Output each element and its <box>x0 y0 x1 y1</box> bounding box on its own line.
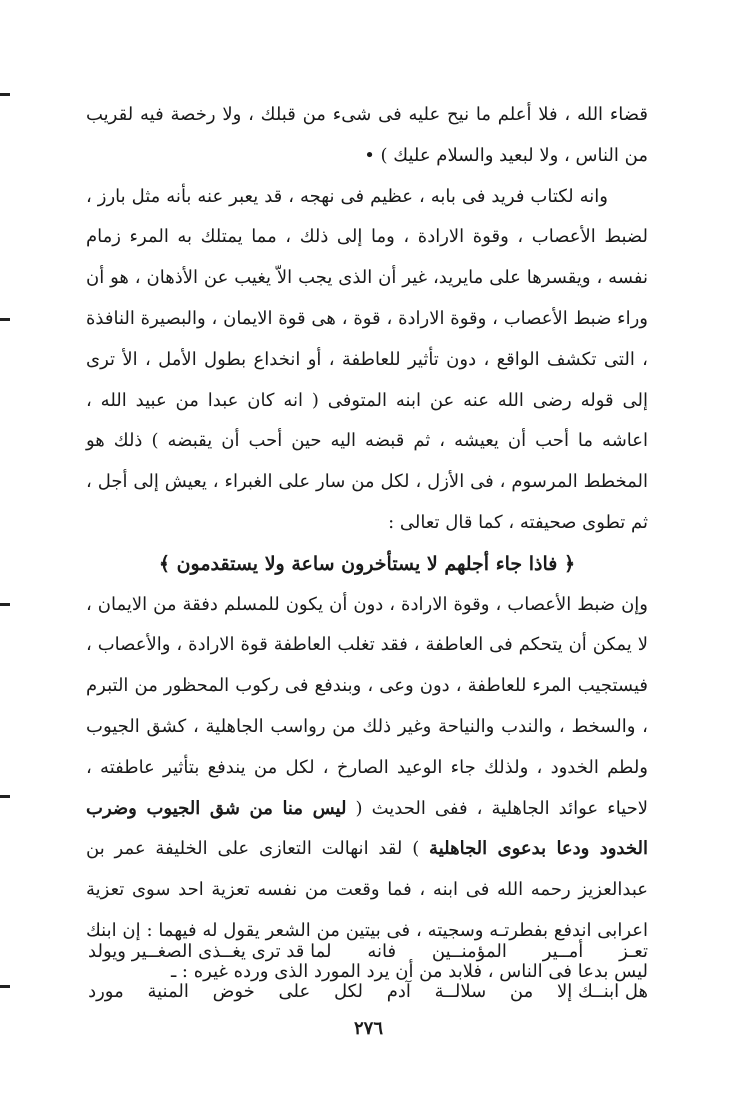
margin-mark <box>0 318 10 321</box>
poem-word: هل ابنــك إلا <box>557 981 648 1002</box>
margin-mark <box>0 603 10 606</box>
poem-word: مورد <box>88 981 124 1002</box>
quran-verse: ﴿ فاذا جاء أجلهم لا يستأخرون ساعة ولا يستقدمون ﴾ <box>158 552 576 575</box>
poem-word: على <box>278 981 311 1002</box>
hadith-quote: ليس منا من شق الجيوب وضرب الخدود ودعا بدعوى الجاهلية <box>86 797 648 860</box>
margin-mark <box>0 795 10 798</box>
poem-word: سلالــة <box>434 981 487 1002</box>
body-text <box>86 95 648 993</box>
margin-mark <box>0 985 10 988</box>
paragraph-text: وإن ضبط الأعصاب ، وقوة الارادة ، دون أن يكون للمسلم دفقة من الايمان ، لا يمكن أن يتحكم فى العاطفة ، فقد تغلب العاطفة قوة الارادة ، والأعصاب ، فيستجيب المرء للعاطفة ، دون وعى ، وبندفع فى ركوب المحظور من التبرم ، والسخط ، والندب والنياحة وغير ذلك من رواسب الجاهلية ، كشق الجيوب ولطم الخدود ، ولذلك جاء الوعيد الصارخ ، لكل من يندفع بتأثير عاطفته ، لاحياء عوائد الجاهلية ، ففى الحديث ( <box>86 593 648 819</box>
poem-word: فانه <box>367 941 397 962</box>
poem-word: آدم <box>386 981 411 1002</box>
poem-word: تعـز <box>619 941 648 962</box>
paragraph: قضاء الله ، فلا أعلم ما نيح عليه فى شىء من قبلك ، ولا رخصة فيه لقريب من الناس ، ولا لبعيد والسلام عليك ) • <box>86 104 648 166</box>
page-number: ٢٧٦ <box>353 1018 383 1039</box>
poem-word: المنية <box>147 981 189 1002</box>
poem-word: أمــير <box>542 941 584 962</box>
poem-word: لما قد ترى يغــذى الصغــير ويولد <box>88 941 332 962</box>
poem-word: لكل <box>333 981 364 1002</box>
poem <box>88 932 648 1012</box>
poem-line <box>88 972 648 1012</box>
paragraph: وانه لكتاب فريد فى بابه ، عظيم فى نهجه ، قد يعبر عنه بأنه مثل بارز ، لضبط الأعصاب ، وقوة الارادة ، وما إلى ذلك ، مما يمتلك به المرء زمام نفسه ، ويقسرها على مايريد، غير أن الذى يجب الاّ يغيب عن الأذهان ، هو أن وراء ضبط الأعصاب ، وقوة الارادة ، قوة ، هى قوة الايمان ، والبصيرة النافذة ، التى تكشف الواقع ، دون تأثير للعاطفة ، أو انخداع بطول الأمل ، الأ ترى إلى قوله رضى الله عنه عن ابنه المتوفى ( انه كان عبدا من عبيد الله ، اعاشه ما أحب أن يعيشه ، ثم قبضه اليه حين أحب أن يقبضه ) ذلك هو المخطط المرسوم ، فى الأزل ، لكل من سار على الغبراء ، يعيش إلى أجل ، ثم تطوى صحيفته ، كما قال تعالى : <box>86 185 648 533</box>
poem-word: خوض <box>212 981 255 1002</box>
margin-mark <box>0 93 10 96</box>
poem-line <box>88 932 648 972</box>
paragraph-text: ) لقد انهالت التعازى على الخليفة عمر بن عبدالعزيز رحمه الله فى ابنه ، فما وقعت من نفسه تعزية احد سوى تعزية اعرابى اندفع بفطرتـه وسجيته ، فى بيتين من الشعر يقول له فيهما : إن ابنك ليس بدعا فى الناس ، فلابد من أن يرد المورد الذى ورده غيره : ـ <box>86 838 648 982</box>
poem-word: من <box>509 981 534 1002</box>
poem-word: المؤمنــين <box>431 941 507 962</box>
